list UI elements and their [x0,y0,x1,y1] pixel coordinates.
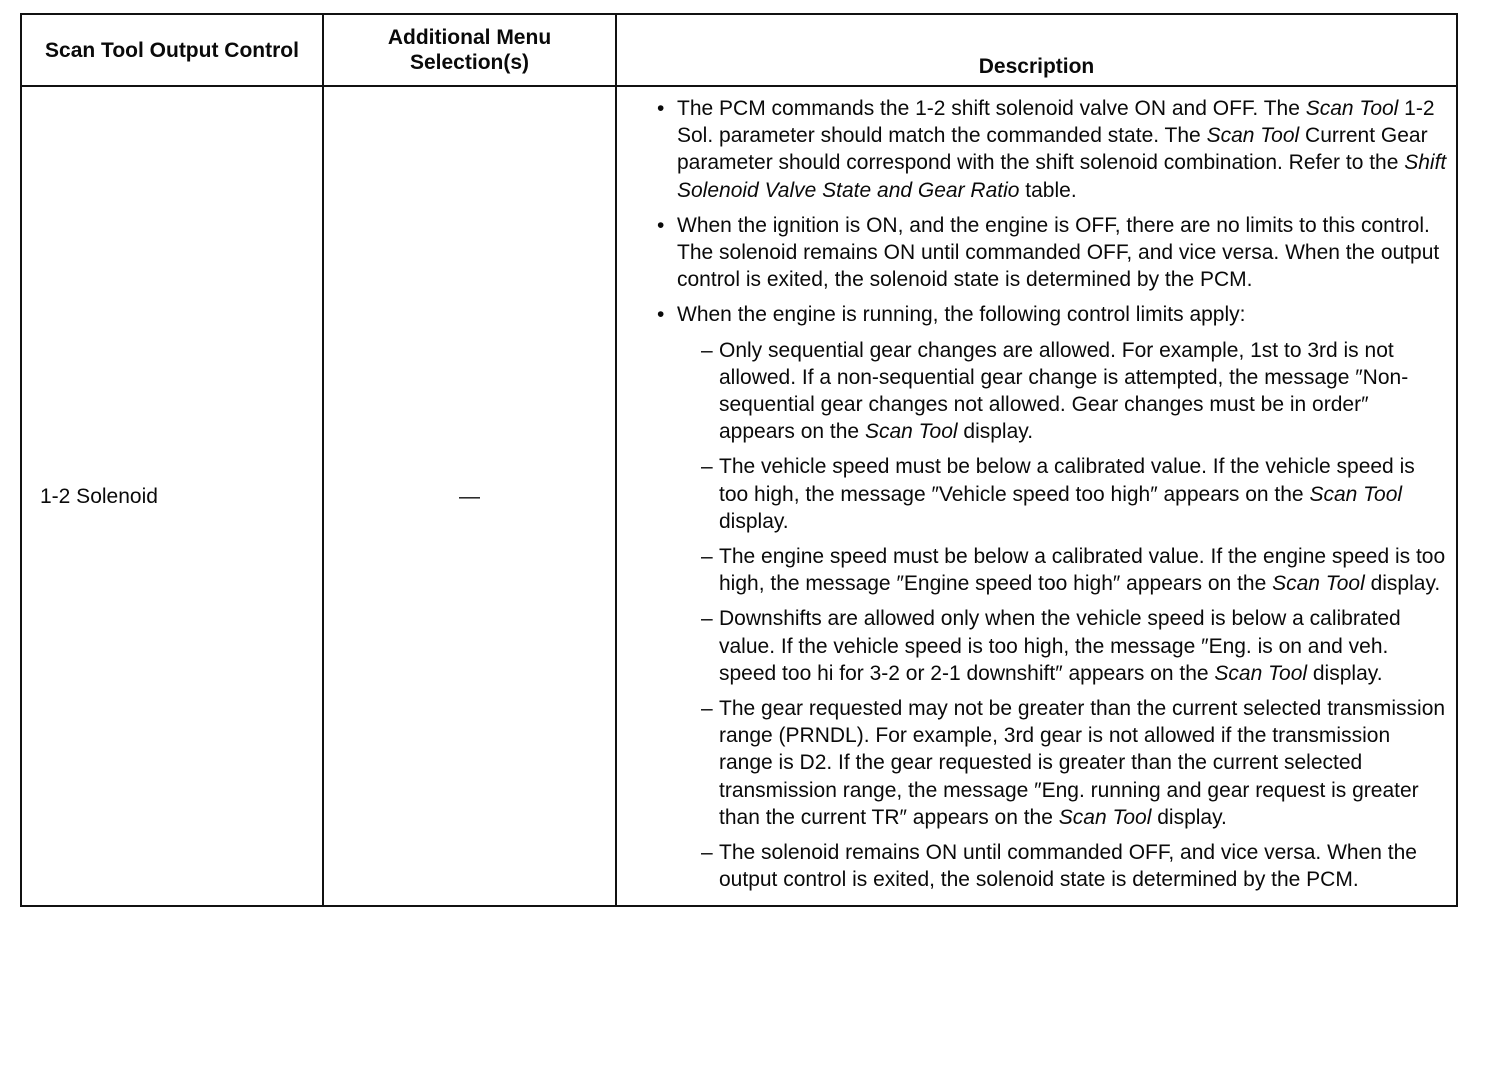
control-limit-item [689,337,1448,446]
bullet-text [677,95,1448,204]
text-run: Downshifts are allowed only when the vehicle speed is below a calibrated value. If the vehicle speed is too high, the message ″Eng. is on and veh. speed too hi for 3-2 or 2-1 downshift″ appears on the [719,607,1401,685]
emphasis-text: Scan Tool [1272,572,1365,596]
text-run: The gear requested may not be greater than the current selected transmission range (PRNDL). For example, 3rd gear is not allowed if the transmission range is D2. If the gear requested is greater than the current selected transmission range, the message ″Eng. running and gear request is greater than the current TR″ appears on the [719,697,1446,829]
control-limit-item [689,839,1448,893]
text-run: display. [957,420,1034,444]
text-run: When the ignition is ON, and the engine is OFF, there are no limits to this control. The solenoid remains ON until commanded OFF, and vice versa. When the output control is exited, the solenoid state is determined by the PCM. [677,213,1440,292]
emphasis-text: Scan Tool [1305,97,1399,120]
description-bullet [657,212,1448,294]
output-control-table [20,13,1458,907]
control-limit-item [689,453,1448,535]
cell-description [616,86,1457,906]
bullet-text [677,212,1448,294]
header-additional-menu-selections: Additional Menu Selection(s) [323,14,616,86]
control-limits-list [677,337,1448,894]
description-bullet-list [657,95,1448,893]
header-description: Description [616,14,1457,86]
text-run: The vehicle speed must be below a calibrated value. If the vehicle speed is too high, the message ″Vehicle speed too high″ appears on the [719,455,1415,506]
text-run: display. [1364,572,1441,596]
text-run: When the engine is running, the following control limits apply: [677,303,1246,327]
cell-menu-selection: — [323,86,616,906]
text-run: The PCM commands the 1-2 shift solenoid valve ON and OFF. The [677,97,1306,120]
text-run: Only sequential gear changes are allowed. For example, 1st to 3rd is not allowed. If a non-sequential gear change is attempted, the message ″Non-sequential gear changes not allowed. Gear changes must be in order″ appears on the [719,338,1409,444]
emphasis-text: Scan Tool [864,420,958,444]
text-run: display. [1151,805,1227,829]
table-header-row [21,14,1457,86]
emphasis-text: Scan Tool [1214,661,1308,685]
text-run: display. [719,509,789,533]
bullet-text [677,301,1448,328]
control-limit-item [689,605,1448,687]
control-limit-item [689,543,1448,597]
emphasis-text: Scan Tool [1206,124,1300,148]
emphasis-text: Shift Solenoid Valve State and Gear Ratio [677,151,1447,202]
text-run: table. [1019,178,1077,202]
description-bullet [657,301,1448,893]
cell-output-control: 1-2 Solenoid [21,86,323,906]
header-scan-tool-output-control: Scan Tool Output Control [21,14,323,86]
table-row [21,86,1457,906]
emphasis-text: Scan Tool [1058,805,1152,829]
emphasis-text: Scan Tool [1309,482,1403,506]
text-run: 1-2 Sol. parameter should match the commanded state. The [677,97,1435,148]
text-run: Current Gear parameter should correspond with the shift solenoid combination. Refer to the [677,124,1428,175]
description-bullet [657,95,1448,204]
control-limit-item [689,695,1448,831]
text-run: The engine speed must be below a calibrated value. If the engine speed is too high, the message ″Engine speed too high″ appears on the [719,545,1446,596]
text-run: display. [1307,661,1383,685]
text-run: The solenoid remains ON until commanded OFF, and vice versa. When the output control is exited, the solenoid state is determined by the PCM. [719,841,1417,892]
